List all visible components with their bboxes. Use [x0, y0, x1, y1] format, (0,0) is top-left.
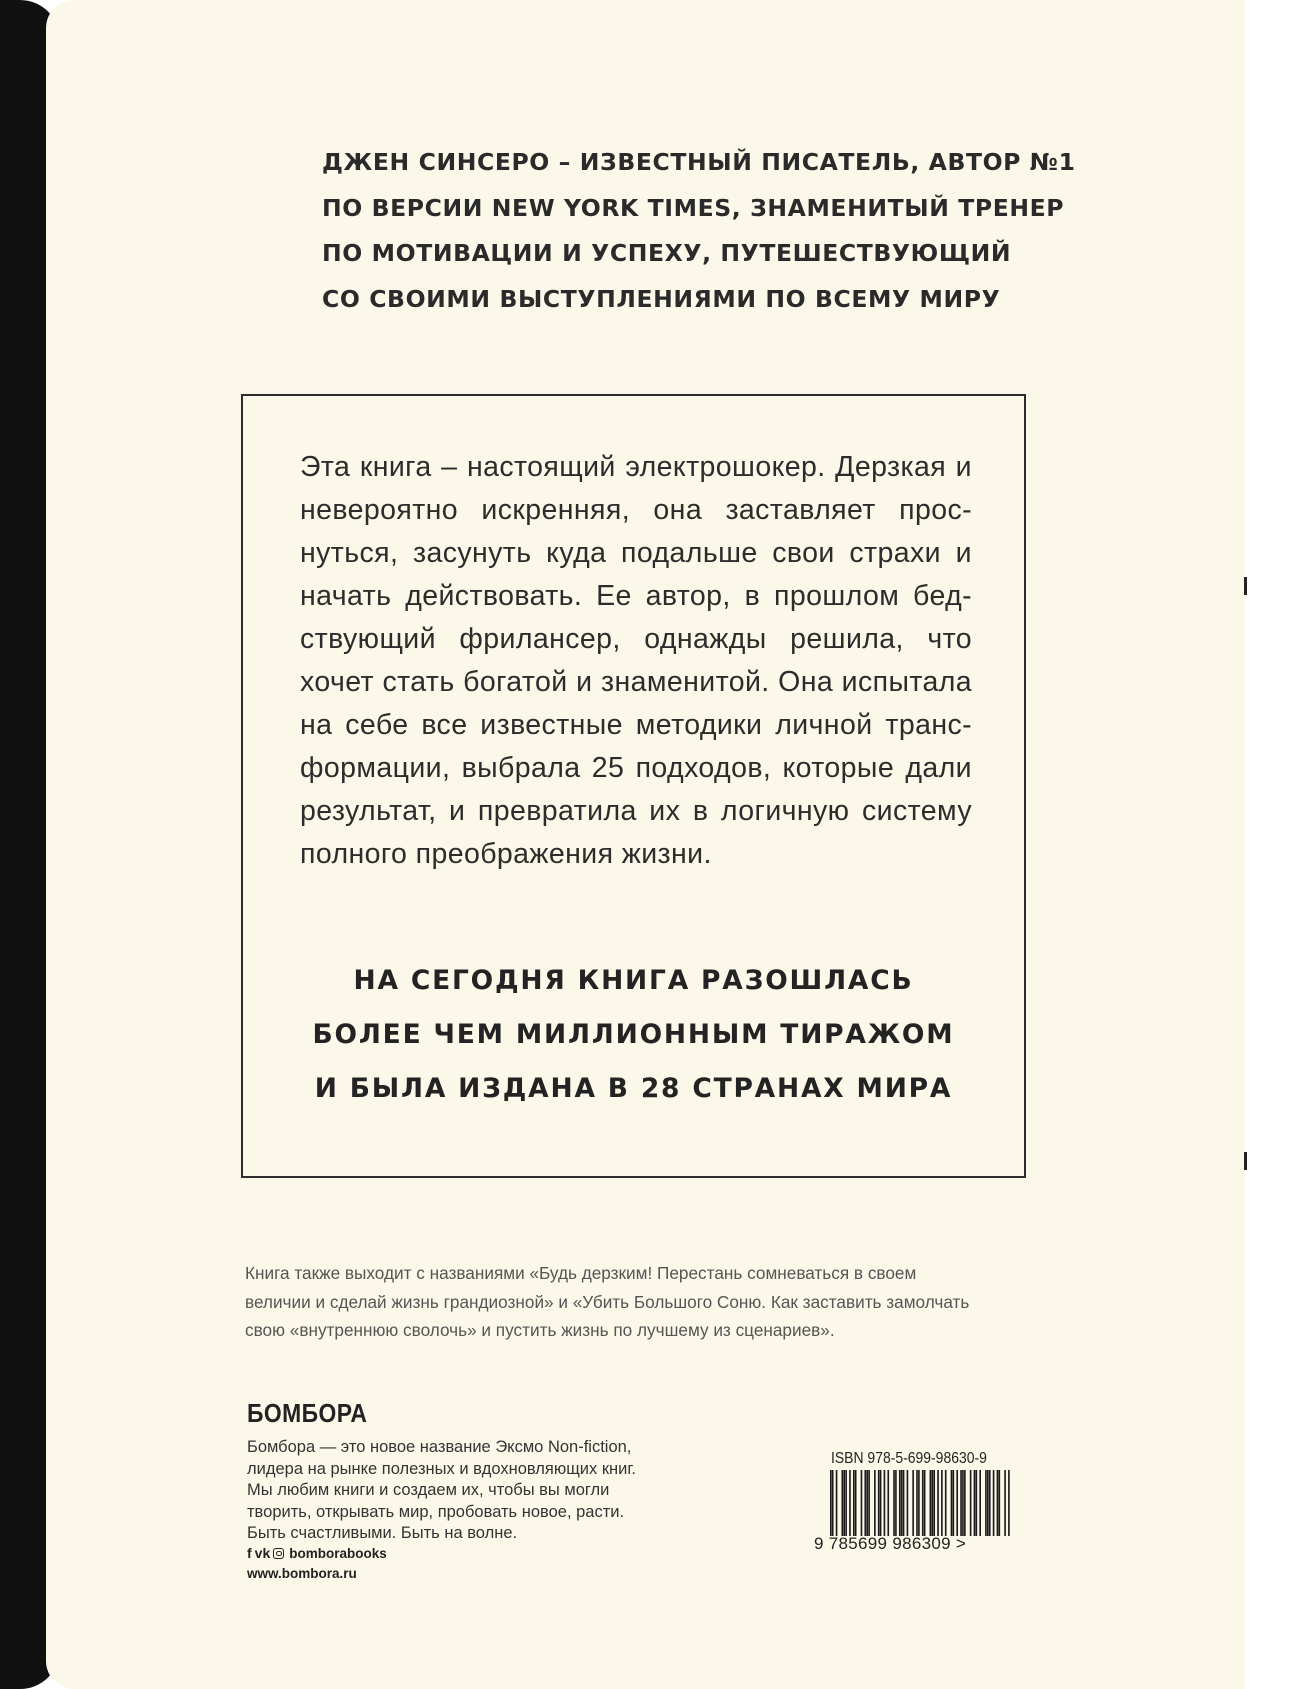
barcode-bar — [895, 1470, 897, 1536]
author-bio-line: ПО МОТИВАЦИИ И УСПЕХУ, ПУТЕШЕСТВУЮЩИЙ — [322, 239, 1012, 267]
barcode-bar — [956, 1470, 958, 1536]
barcode-bar — [899, 1470, 901, 1536]
alternate-titles-note — [245, 1259, 1035, 1345]
barcode-bar — [866, 1470, 868, 1536]
author-bio-line: СО СВОИМИ ВЫСТУПЛЕНИЯМИ ПО ВСЕМУ МИРУ — [322, 284, 1001, 313]
barcode-bar — [964, 1470, 966, 1536]
barcode-bar — [937, 1470, 939, 1536]
about-line: лидера на рынке полезных и вдохновляющих книг. — [247, 1459, 636, 1478]
social-links — [247, 1545, 387, 1561]
publisher-logo: БОМБОРА — [247, 1398, 368, 1428]
facebook-icon: f — [247, 1545, 252, 1561]
barcode — [830, 1470, 1010, 1536]
device-frame-right — [1245, 0, 1290, 1689]
barcode-bar — [841, 1470, 843, 1536]
barcode-bar — [989, 1470, 991, 1536]
description-line: хочет стать богатой и знаменитой. Она испытала — [300, 666, 972, 698]
barcode-digits: 9 785699 986309 > — [814, 1534, 967, 1553]
alt-titles-line: величии и сделай жизнь грандиозной» и «Убить Большого Соню. Как заставить замолчать — [245, 1291, 970, 1312]
author-bio-line: ДЖЕН СИНСЕРО – ИЗВЕСТНЫЙ ПИСАТЕЛЬ, АВТОР №1 — [322, 148, 1076, 176]
description-line: начать действовать. Ее автор, в прошлом бед- — [300, 580, 972, 612]
alt-titles-line: свою «внутреннюю сволочь» и пустить жизнь по лучшему из сценариев». — [245, 1320, 835, 1340]
barcode-bar — [832, 1470, 834, 1536]
barcode-bar — [916, 1470, 918, 1536]
instagram-icon — [273, 1548, 284, 1559]
barcode-bar — [845, 1470, 847, 1536]
edge-mark-bottom — [1244, 1152, 1247, 1170]
description-line: результат, и превратила их в логичную систему — [300, 795, 972, 827]
sales-statement — [241, 954, 1026, 1116]
book-description — [300, 446, 972, 876]
barcode-bar — [884, 1470, 886, 1536]
barcode-bar — [930, 1470, 932, 1536]
vk-icon: vk — [254, 1545, 271, 1561]
author-bio-line: ПО ВЕРСИИ NEW YORK TIMES, ЗНАМЕНИТЫЙ ТРЕНЕР — [322, 193, 1065, 222]
barcode-bar — [887, 1470, 889, 1536]
description-line: Эта книга – настоящий электрошокер. Дерзкая и — [300, 451, 972, 483]
barcode-bar — [868, 1470, 870, 1536]
isbn-label: ISBN 978-5-699-98630-9 — [831, 1450, 987, 1467]
barcode-bar — [945, 1470, 947, 1536]
barcode-bar — [987, 1470, 989, 1536]
barcode-bar — [861, 1470, 863, 1536]
barcode-bar — [997, 1470, 999, 1536]
publisher-about — [247, 1437, 727, 1545]
barcode-bar — [970, 1470, 972, 1536]
barcode-bar — [880, 1470, 882, 1536]
barcode-bar — [933, 1470, 935, 1536]
alt-titles-line: Книга также выходит с названиями «Будь дерзким! Перестань сомневаться в своем — [245, 1263, 917, 1283]
description-line: ствующий фрилансер, однажды решила, что — [300, 623, 972, 655]
barcode-bar — [830, 1470, 832, 1536]
author-bio — [322, 140, 1076, 322]
barcode-bar — [985, 1470, 987, 1536]
description-line: на себе все известные методики личной транс- — [300, 709, 972, 741]
barcode-bar — [874, 1470, 876, 1536]
description-line: полного преображения жизни. — [300, 838, 712, 870]
barcode-bar — [960, 1470, 962, 1536]
barcode-bar — [907, 1470, 909, 1536]
barcode-bar — [924, 1470, 926, 1536]
about-line: Быть счастливыми. Быть на волне. — [247, 1524, 518, 1542]
description-line: формации, выбрала 25 подходов, которые дали — [300, 752, 972, 784]
barcode-bar — [836, 1470, 838, 1536]
barcode-bar — [903, 1470, 905, 1536]
barcode-bar — [849, 1470, 851, 1536]
sales-line: БОЛЕЕ ЧЕМ МИЛЛИОННЫМ ТИРАЖОМ — [312, 1019, 955, 1050]
barcode-bar — [953, 1470, 955, 1536]
barcode-bar — [962, 1470, 964, 1536]
barcode-bar — [974, 1470, 976, 1536]
barcode-bar — [878, 1470, 880, 1536]
about-line: Бомбора — это новое название Эксмо Non-fiction, — [247, 1438, 632, 1456]
barcode-bar — [922, 1470, 924, 1536]
about-line: Мы любим книги и создаем их, чтобы вы могли — [247, 1481, 610, 1499]
barcode-bar — [1004, 1470, 1006, 1536]
barcode-bar — [993, 1470, 995, 1536]
barcode-bar — [918, 1470, 920, 1536]
barcode-bar — [912, 1470, 914, 1536]
barcode-bar — [855, 1470, 857, 1536]
sales-line: НА СЕГОДНЯ КНИГА РАЗОШЛАСЬ — [353, 965, 914, 996]
barcode-bar — [901, 1470, 903, 1536]
about-line: творить, открывать мир, пробовать новое, расти. — [247, 1502, 625, 1521]
barcode-bar — [951, 1470, 953, 1536]
barcode-bar — [1008, 1470, 1010, 1536]
edge-mark-top — [1244, 577, 1247, 595]
barcode-bar — [976, 1470, 978, 1536]
description-line: нуться, засунуть куда подальше свои страхи и — [300, 537, 972, 569]
barcode-bar — [843, 1470, 845, 1536]
sales-line: И БЫЛА ИЗДАНА В 28 СТРАНАХ МИРА — [314, 1073, 953, 1104]
barcode-bar — [979, 1470, 981, 1536]
barcode-bar — [893, 1470, 895, 1536]
barcode-bar — [864, 1470, 866, 1536]
barcode-bar — [999, 1470, 1001, 1536]
publisher-website: www.bombora.ru — [247, 1566, 357, 1581]
description-line: невероятно искренняя, она заставляет прос- — [300, 494, 972, 526]
social-handle: bomborabooks — [289, 1545, 387, 1561]
barcode-bar — [853, 1470, 855, 1536]
barcode-bar — [931, 1470, 933, 1536]
barcode-bar — [941, 1470, 943, 1536]
